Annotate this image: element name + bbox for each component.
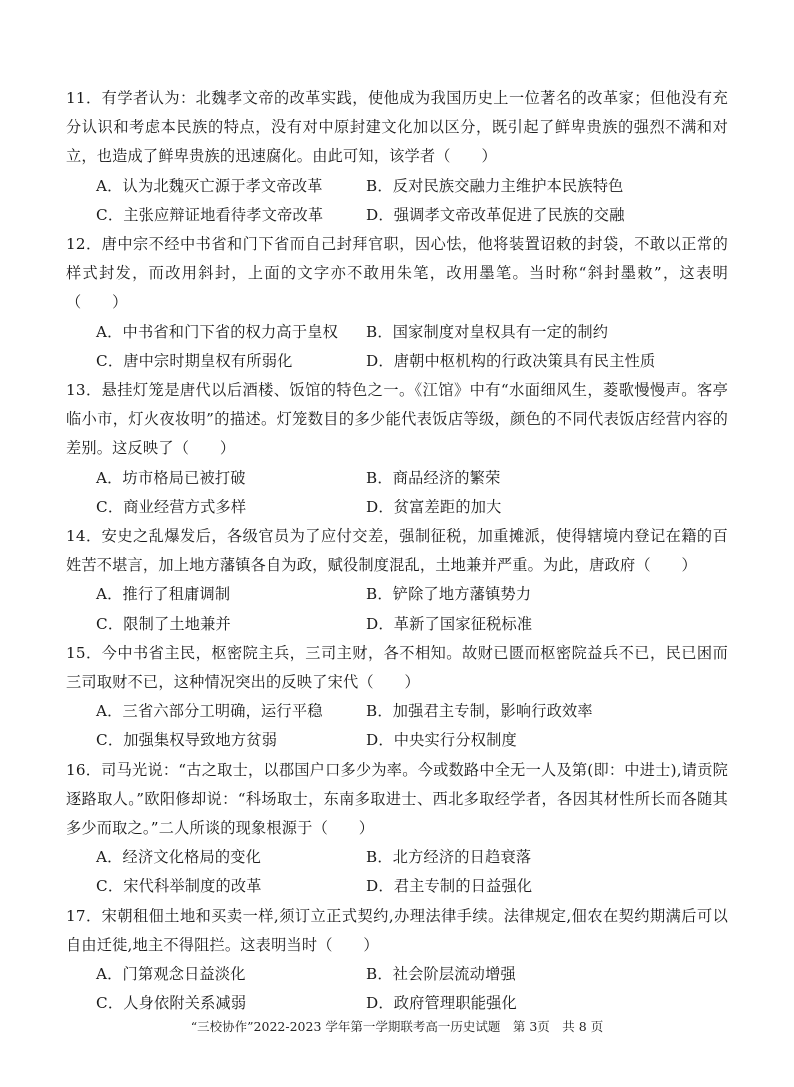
option-c: C．商业经营方式多样 bbox=[96, 497, 247, 516]
option-list bbox=[66, 318, 728, 376]
option-c: C．主张应辩证地看待孝文帝改革 bbox=[96, 205, 324, 224]
option-b: B．国家制度对皇权具有一定的制约 bbox=[366, 322, 609, 341]
page-footer: “三校协作”2022-2023 学年第一学期联考高一历史试题 第 3页 共 8 页 bbox=[190, 1019, 604, 1034]
option-b: B．北方经济的日趋衰落 bbox=[366, 848, 532, 867]
option-b: B．铲除了地方藩镇势力 bbox=[366, 585, 532, 604]
option-a: A．坊市格局已被打破 bbox=[96, 468, 246, 487]
option-list bbox=[66, 843, 728, 901]
option-c: C．限制了土地兼并 bbox=[96, 614, 231, 633]
option-a: A．经济文化格局的变化 bbox=[96, 848, 262, 867]
option-a: A．认为北魏灭亡源于孝文帝改革 bbox=[96, 176, 323, 195]
option-b: B．商品经济的繁荣 bbox=[366, 468, 501, 487]
option-a: A．中书省和门下省的权力高于皇权 bbox=[96, 322, 338, 341]
option-c: C．加强集权导致地方贫弱 bbox=[96, 731, 278, 750]
option-list bbox=[66, 580, 728, 638]
option-a: A．推行了租庸调制 bbox=[96, 585, 231, 604]
option-list bbox=[66, 464, 728, 522]
option-c: C．唐中宗时期皇权有所弱化 bbox=[96, 351, 293, 370]
question-stem: 14．安史之乱爆发后，各级官员为了应付交差，强制征税，加重摊派，使得辖境内登记在籍的百姓苦不堪言，加上地方藩镇各自为政，赋役制度混乱，土地兼并严重。为此，唐政府（ ） bbox=[66, 527, 728, 575]
option-d: D．革新了国家征税标准 bbox=[366, 614, 533, 633]
question-stem: 17．宋朝租佃土地和买卖一样,须订立正式契约,办理法律手续。法律规定,佃农在契约期满后可以自由迁徙,地主不得阻拦。这表明当时（ ） bbox=[66, 906, 728, 954]
option-list bbox=[66, 960, 728, 1018]
question-13 bbox=[66, 376, 728, 522]
option-b: B．加强君主专制，影响行政效率 bbox=[366, 702, 593, 721]
option-d: D．贫富差距的加大 bbox=[366, 497, 502, 516]
question-stem: 15．今中书省主民，枢密院主兵，三司主财，各不相知。故财已匮而枢密院益兵不已，民已困而三司取财不已，这种情况突出的反映了宋代（ ） bbox=[66, 643, 728, 692]
option-b: B．反对民族交融力主维护本民族特色 bbox=[366, 176, 624, 195]
question-14 bbox=[66, 522, 728, 639]
option-c: C．宋代科举制度的改革 bbox=[96, 877, 262, 896]
question-12 bbox=[66, 230, 728, 376]
option-d: D．中央实行分权制度 bbox=[366, 731, 517, 750]
option-a: A．三省六部分工明确，运行平稳 bbox=[96, 702, 323, 721]
question-stem: 12．唐中宗不经中书省和门下省而自己封拜官职，因心怯，他将装置诏敕的封袋，不敢以正常的样式封发，而改用斜封，上面的文字亦不敢用朱笔，改用墨笔。当时称“斜封墨敕”，这表明（ ） bbox=[66, 235, 728, 312]
option-d: D．强调孝文帝改革促进了民族的交融 bbox=[366, 205, 625, 224]
question-stem: 16．司马光说：“古之取士，以郡国户口多少为率。今或数路中全无一人及第(即：中进士),请贡院逐路取人。”欧阳修却说：“科场取士，东南多取进士、西北多取经学者，各因其材性所长而各随其多少而取之。”二人所谈的现象根源于（ ） bbox=[66, 760, 728, 838]
question-17 bbox=[66, 902, 728, 1019]
question-11 bbox=[66, 84, 728, 230]
question-15 bbox=[66, 639, 728, 756]
option-a: A．门第观念日益淡化 bbox=[96, 965, 246, 984]
question-stem: 11．有学者认为：北魏孝文帝的改革实践，使他成为我国历史上一位著名的改革家；但他没有充分认识和考虑本民族的特点，没有对中原封建文化加以区分，既引起了鲜卑贵族的强烈不满和对立，也造成了鲜卑贵族的迅速腐化。由此可知，该学者（ ） bbox=[66, 89, 728, 166]
question-stem: 13．悬挂灯笼是唐代以后酒楼、饭馆的特色之一。《江馆》中有“水面细风生，菱歌慢慢声。客亭临小市，灯火夜妆明”的描述。灯笼数目的多少能代表饭店等级，颜色的不同代表饭店经营内容的差别。这反映了（ ） bbox=[66, 381, 728, 458]
question-16 bbox=[66, 756, 728, 902]
option-d: D．唐朝中枢机构的行政决策具有民主性质 bbox=[366, 351, 656, 370]
option-list bbox=[66, 697, 728, 755]
option-d: D．君主专制的日益强化 bbox=[366, 877, 533, 896]
option-d: D．政府管理职能强化 bbox=[366, 994, 517, 1013]
option-b: B．社会阶层流动增强 bbox=[366, 965, 516, 984]
option-list bbox=[66, 172, 728, 230]
option-c: C．人身依附关系减弱 bbox=[96, 994, 247, 1013]
